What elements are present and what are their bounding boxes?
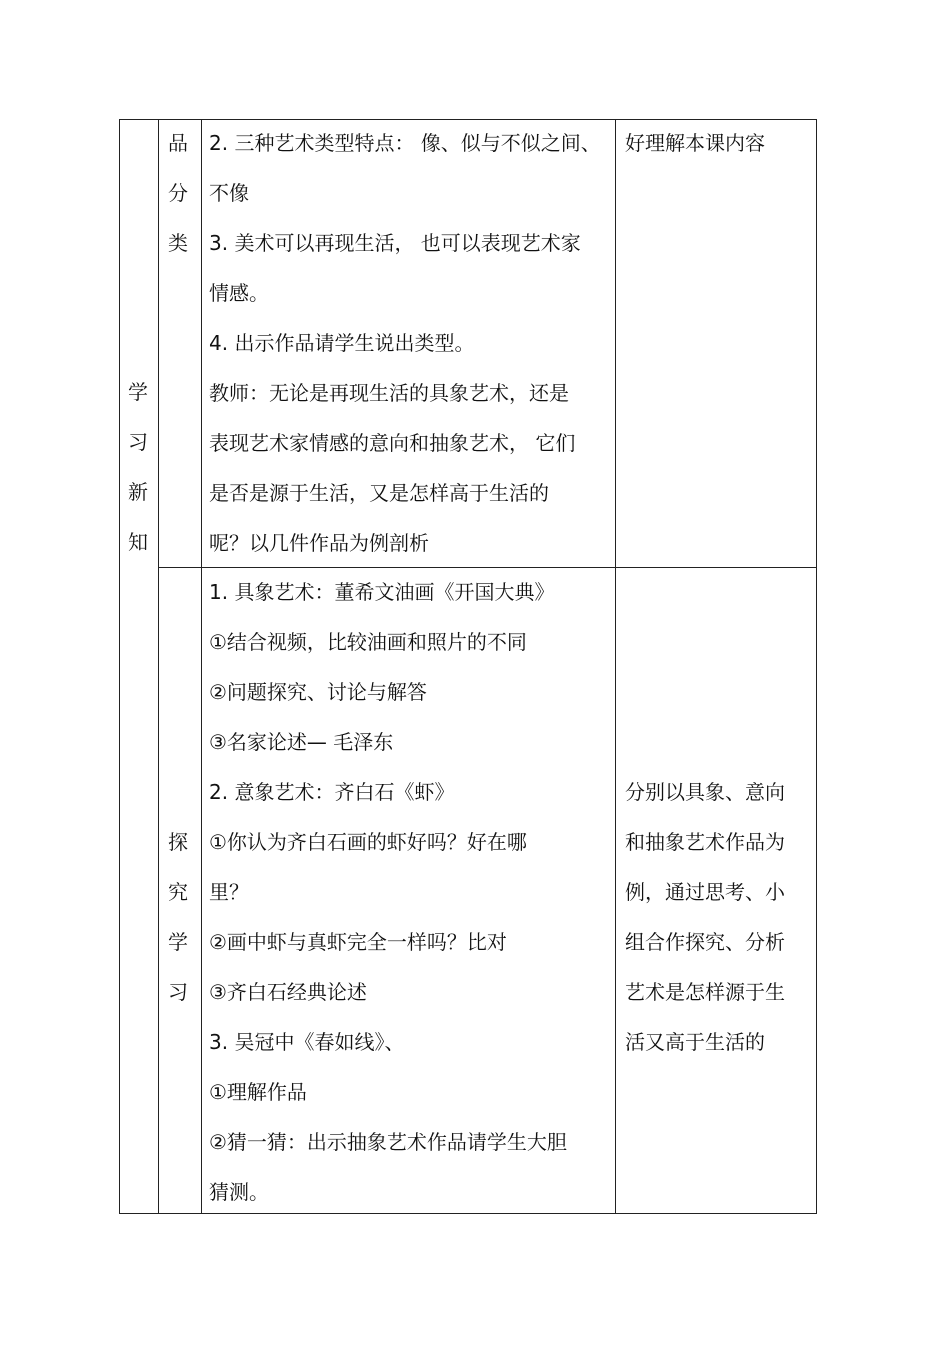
intent-line: 分别以具象、意向 <box>625 780 785 804</box>
col-divider-3 <box>615 119 616 1214</box>
intent-line: 组合作探究、分析 <box>625 930 785 954</box>
content-line: 表现艺术家情感的意向和抽象艺术， 它们 <box>209 431 576 455</box>
content-line: 教师：无论是再现生活的具象艺术，还是 <box>209 381 569 405</box>
content-line: ③名家论述— 毛泽东 <box>209 730 394 754</box>
content-line: 3. 吴冠中《春如线》、 <box>209 1030 405 1054</box>
content-line: 不像 <box>209 181 249 205</box>
col-divider-1 <box>158 119 159 1214</box>
intent-line: 例，通过思考、小 <box>625 880 785 904</box>
content-line: 是否是源于生活，又是怎样高于生活的 <box>209 481 549 505</box>
content-line: ②猜一猜：出示抽象艺术作品请学生大胆 <box>209 1130 567 1154</box>
content-line: ②问题探究、讨论与解答 <box>209 680 427 704</box>
content-line: 4. 出示作品请学生说出类型。 <box>209 331 475 355</box>
step-label-char: 学 <box>168 930 188 954</box>
content-line: ③齐白石经典论述 <box>209 980 367 1004</box>
content-line: 里？ <box>209 880 249 904</box>
content-line: ①你认为齐白石画的虾好吗？好在哪 <box>209 830 527 854</box>
content-line: 1. 具象艺术：董希文油画《开国大典》 <box>209 580 555 604</box>
section-label <box>126 367 150 567</box>
content-line: ①理解作品 <box>209 1080 307 1104</box>
step-label-char: 分 <box>168 181 188 205</box>
intent-line: 活又高于生活的 <box>625 1030 765 1054</box>
content-line: ①结合视频，比较油画和照片的不同 <box>209 630 527 654</box>
table-right-border <box>816 119 817 1214</box>
step-label-char: 探 <box>168 830 188 854</box>
table-top-border <box>119 119 817 120</box>
step-label-char: 究 <box>168 880 188 904</box>
step-label <box>166 118 190 268</box>
intent-line: 艺术是怎样源于生 <box>625 980 785 1004</box>
step-label-char: 习 <box>168 980 188 1004</box>
step-label-char: 类 <box>168 231 188 255</box>
content-line: 2. 三种艺术类型特点： 像、似与不似之间、 <box>209 131 601 155</box>
section-label-char: 习 <box>128 430 148 454</box>
table-left-border <box>119 119 120 1214</box>
content-line: 情感。 <box>209 281 269 305</box>
row-divider <box>158 567 817 568</box>
content-line: 2. 意象艺术：齐白石《虾》 <box>209 780 455 804</box>
content-line: 猜测。 <box>209 1180 269 1204</box>
section-label-char: 学 <box>128 380 148 404</box>
content-line: 3. 美术可以再现生活， 也可以表现艺术家 <box>209 231 581 255</box>
table-bottom-border <box>119 1213 817 1214</box>
content-line: ②画中虾与真虾完全一样吗？比对 <box>209 930 507 954</box>
step-label-char: 品 <box>168 131 188 155</box>
intent-line: 和抽象艺术作品为 <box>625 830 785 854</box>
col-divider-2 <box>201 119 202 1214</box>
section-label-char: 知 <box>128 530 148 554</box>
content-line: 呢？以几件作品为例剖析 <box>209 531 429 555</box>
section-label-char: 新 <box>128 480 148 504</box>
step-label <box>166 817 190 1017</box>
intent-line: 好理解本课内容 <box>625 131 765 155</box>
